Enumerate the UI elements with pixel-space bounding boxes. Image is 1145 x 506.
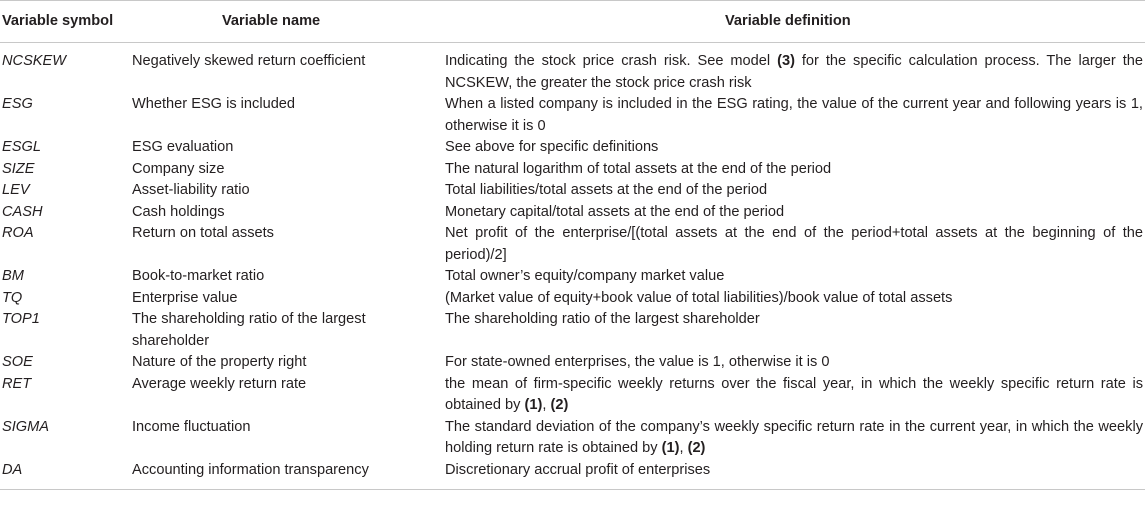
variable-definition-cell <box>445 288 1145 310</box>
table-row <box>0 223 1145 266</box>
variable-symbol-cell: ESGL <box>2 139 41 155</box>
definition-text: Indicating the stock price crash risk. See model <box>445 53 778 69</box>
variable-definition-cell <box>445 94 1145 137</box>
variable-symbol-cell: RET <box>2 375 32 392</box>
variable-symbol-cell: CASH <box>2 203 43 220</box>
variable-name-cell: Return on total assets <box>132 225 274 241</box>
equation-reference: (1) <box>661 440 680 456</box>
definition-text: (Market value of equity+book value of total liabilities)/book value of total assets <box>445 289 953 306</box>
definition-text: for the specific calculation process. The larger the NCSKEW, the greater the stock price crash risk <box>445 53 1143 91</box>
definition-text: The shareholding ratio of the largest shareholder <box>445 311 760 327</box>
equation-reference: (2) <box>687 440 706 456</box>
variable-symbol-cell: LEV <box>2 182 30 198</box>
variable-name-cell: Income fluctuation <box>132 418 251 435</box>
header-variable-name: Variable name <box>130 1 445 43</box>
variable-definition-cell <box>445 352 1145 374</box>
variable-name-cell: Cash holdings <box>132 203 225 220</box>
table-row <box>0 374 1145 417</box>
variable-name-cell: Accounting information transparency <box>130 460 445 490</box>
definition-text: The standard deviation of the company’s weekly specific return rate in the current year, in which the weekly holding return rate is obtained by <box>445 418 1143 456</box>
variable-symbol-cell: ROA <box>2 225 34 241</box>
variable-definition-cell <box>445 223 1145 266</box>
variable-symbol-cell: DA <box>0 460 130 490</box>
variable-name-cell: Average weekly return rate <box>132 375 307 392</box>
table-row <box>0 94 1145 137</box>
variable-name-cell: Negatively skewed return coefficient <box>132 53 366 69</box>
definition-text: Net profit of the enterprise/[(total assets at the end of the period+total assets at the beginning of the period)/2] <box>445 225 1143 263</box>
definition-text: See above for specific definitions <box>445 139 659 155</box>
variable-symbol-cell: TOP1 <box>2 311 40 327</box>
header-variable-symbol: Variable symbol <box>0 1 130 43</box>
variable-symbol-cell: SIZE <box>2 160 35 177</box>
variable-symbol-cell: NCSKEW <box>2 53 67 69</box>
variable-definition-cell <box>445 159 1145 181</box>
variable-definition-cell <box>445 180 1145 202</box>
variable-definition-cell <box>445 137 1145 159</box>
table-row <box>0 202 1145 224</box>
table-row <box>0 159 1145 181</box>
variable-name-cell: The shareholding ratio of the largest shareholder <box>132 311 366 349</box>
definition-text: , <box>679 440 688 456</box>
table-row <box>0 266 1145 288</box>
equation-reference: (2) <box>550 397 569 413</box>
definition-text: Discretionary accrual profit of enterprises <box>445 461 711 478</box>
table-row <box>0 309 1145 352</box>
variable-name-cell: Whether ESG is included <box>132 96 296 112</box>
variable-symbol-cell: ESG <box>2 96 33 112</box>
header-variable-definition: Variable definition <box>445 1 1145 43</box>
variable-definition-cell <box>445 202 1145 224</box>
definition-text: Monetary capital/total assets at the end of the period <box>445 203 785 220</box>
definition-text: Total liabilities/total assets at the end of the period <box>445 182 768 198</box>
table-row <box>0 417 1145 460</box>
variable-symbol-cell: BM <box>2 268 24 284</box>
variable-definition-cell <box>445 266 1145 288</box>
variable-name-cell: Nature of the property right <box>132 354 307 370</box>
table-row <box>0 352 1145 374</box>
variable-symbol-cell: SIGMA <box>2 418 50 435</box>
variable-name-cell: Enterprise value <box>132 289 238 306</box>
variable-definition-cell <box>445 309 1145 352</box>
variable-symbol-cell: SOE <box>2 354 33 370</box>
definition-text: For state-owned enterprises, the value is 1, otherwise it is 0 <box>445 354 830 370</box>
variable-name-cell: Book-to-market ratio <box>132 268 265 284</box>
table-body <box>0 43 1145 490</box>
variable-definition-cell <box>445 374 1145 417</box>
table-row <box>0 180 1145 202</box>
definition-text: When a listed company is included in the ESG rating, the value of the current year and following years is 1, otherwise it is 0 <box>445 96 1143 134</box>
equation-reference: (1) <box>524 397 543 413</box>
variable-definition-cell <box>445 417 1145 460</box>
table-row <box>0 137 1145 159</box>
table-row <box>0 288 1145 310</box>
definition-text: The natural logarithm of total assets at the end of the period <box>445 160 832 177</box>
variable-definition-cell <box>445 43 1145 95</box>
variable-name-cell: Company size <box>132 160 225 177</box>
definition-text: Total owner’s equity/company market value <box>445 268 725 284</box>
table-row <box>0 43 1145 95</box>
variable-name-cell: Asset-liability ratio <box>132 182 250 198</box>
table-header-row <box>0 1 1145 43</box>
definition-text: the mean of firm-specific weekly returns over the fiscal year, in which the weekly specific return rate is obtained by <box>445 375 1143 413</box>
variable-definition-cell <box>445 460 1145 490</box>
equation-reference: (3) <box>777 53 795 69</box>
table-row <box>0 460 1145 490</box>
variable-symbol-cell: TQ <box>2 289 23 306</box>
variable-name-cell: ESG evaluation <box>132 139 234 155</box>
definition-text: , <box>542 397 551 413</box>
